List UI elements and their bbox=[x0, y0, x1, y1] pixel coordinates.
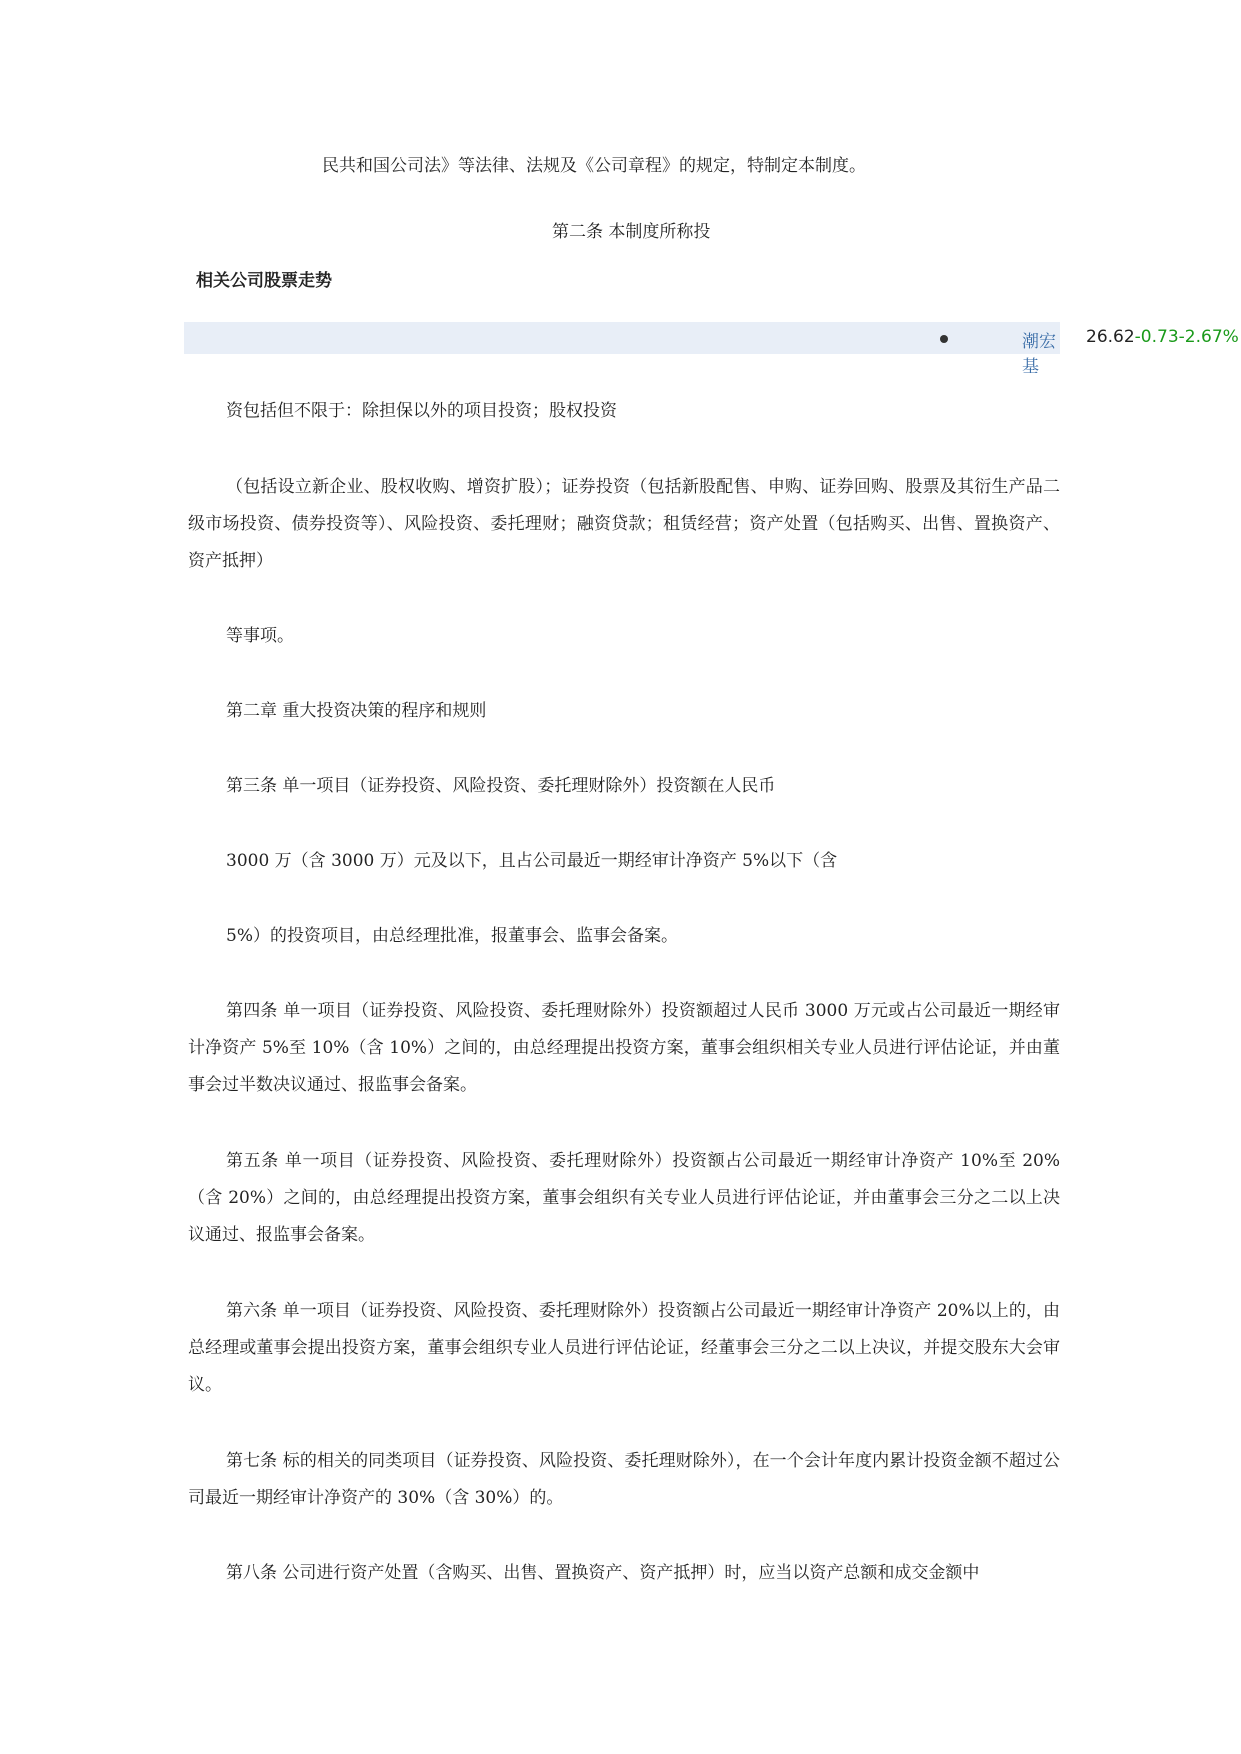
paragraph: （包括设立新企业、股权收购、增资扩股）；证券投资（包括新股配售、申购、证券回购、股票及其衍生产品二级市场投资、债券投资等）、风险投资、委托理财；融资贷款；租赁经营；资产处置（包括购买、出售、置换资产、资产抵押） bbox=[188, 477, 1060, 571]
paragraph: 资包括但不限于：除担保以外的项目投资；股权投资 bbox=[226, 401, 617, 421]
paragraph: 第六条 单一项目（证券投资、风险投资、委托理财除外）投资额占公司最近一期经审计净资产 20%以上的，由总经理或董事会提出投资方案，董事会组织专业人员进行评估论证，经董事会三分之二以上决议，并提交股东大会审议。 bbox=[188, 1301, 1060, 1395]
stock-price: 26.62 bbox=[1086, 327, 1135, 347]
paragraph: 第五条 单一项目（证券投资、风险投资、委托理财除外）投资额占公司最近一期经审计净资产 10%至 20%（含 20%）之间的，由总经理提出投资方案，董事会组织有关专业人员进行评估论证，并由董事会三分之二以上决议通过、报监事会备案。 bbox=[188, 1151, 1060, 1245]
paragraph: 等事项。 bbox=[226, 626, 294, 646]
paragraph: 第八条 公司进行资产处置（含购买、出售、置换资产、资产抵押）时，应当以资产总额和成交金额中 bbox=[226, 1563, 980, 1583]
section-heading: 相关公司股票走势 bbox=[196, 271, 332, 291]
list-bullet-icon bbox=[940, 335, 948, 343]
chapter-heading: 第二章 重大投资决策的程序和规则 bbox=[226, 701, 487, 721]
paragraph: 第七条 标的相关的同类项目（证券投资、风险投资、委托理财除外），在一个会计年度内累计投资金额不超过公司最近一期经审计净资产的 30%（含 30%）的。 bbox=[188, 1451, 1060, 1508]
paragraph: 3000 万（含 3000 万）元及以下，且占公司最近一期经审计净资产 5%以下（含 bbox=[226, 851, 838, 871]
paragraph: 第四条 单一项目（证券投资、风险投资、委托理财除外）投资额超过人民币 3000 万元或占公司最近一期经审计净资产 5%至 10%（含 10%）之间的，由总经理提出投资方案，董事会组织相关专业人员进行评估论证，并由董事会过半数决议通过、报监事会备案。 bbox=[188, 1001, 1060, 1095]
text-line: 第二条 本制度所称投 bbox=[552, 222, 711, 242]
stock-quote bbox=[1086, 327, 1239, 347]
stock-change-percent: -2.67% bbox=[1178, 327, 1239, 347]
paragraph: 第三条 单一项目（证券投资、风险投资、委托理财除外）投资额在人民币 bbox=[226, 776, 776, 796]
text-line: 民共和国公司法》等法律、法规及《公司章程》的规定，特制定本制度。 bbox=[322, 156, 866, 176]
paragraph: 5%）的投资项目，由总经理批准，报董事会、监事会备案。 bbox=[226, 926, 678, 946]
stock-name-link[interactable]: 潮宏基 bbox=[1022, 332, 1056, 377]
stock-ticker-row bbox=[184, 322, 1239, 377]
stock-change: -0.73 bbox=[1134, 327, 1179, 347]
